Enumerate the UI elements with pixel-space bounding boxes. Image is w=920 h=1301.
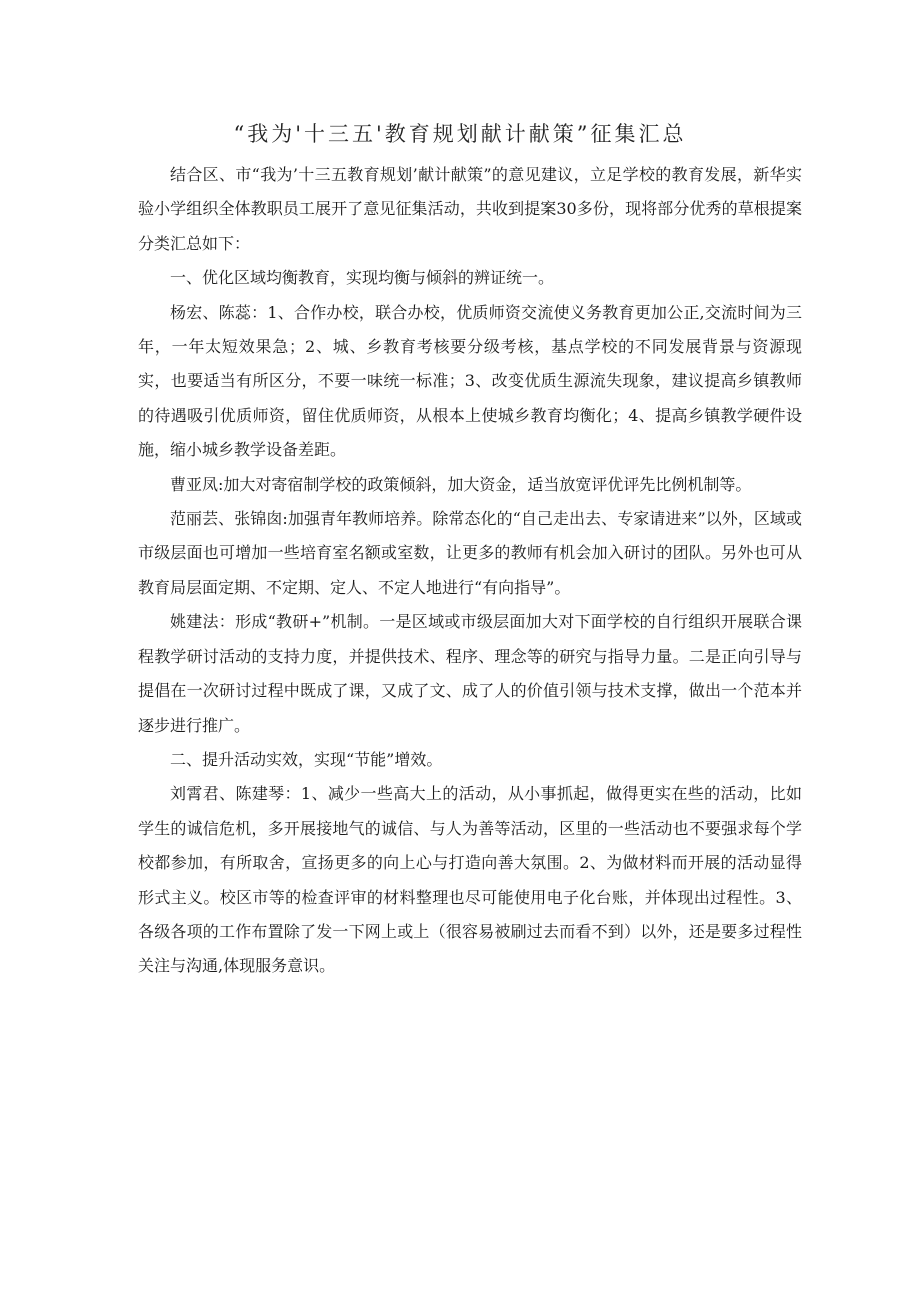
section-heading-1: 一、优化区域均衡教育，实现均衡与倾斜的辨证统一。	[170, 268, 555, 288]
body-paragraph: 杨宏、陈蕊：1、合作办校，联合办校，优质师资交流使义务教育更加公正,交流时间为三年，一年太短效果急；2、城、乡教育考核要分级考核，基点学校的不同发展背景与资源现实，也要适当有所区分，不要一味统一标准；3、改变优质生源流失现象，建议提高乡镇教师的待遇吸引优质师资，留住优质师资，从根本上使城乡教育均衡化；4、提高乡镇教学硬件设施，缩小城乡教学设备差距。	[138, 302, 802, 460]
body-paragraph: 范丽芸、张锦囱:加强青年教师培养。除常态化的“自己走出去、专家请进来”以外，区域或市级层面也可增加一些培育室名额或室数，让更多的教师有机会加入研讨的团队。另外也可从教育局层面定期、不定期、定人、不定人地进行“有向指导”。	[138, 509, 802, 597]
document-title: “我为'十三五'教育规划献计献策”征集汇总	[233, 122, 687, 146]
section-heading-2: 二、提升活动实效，实现“节能”增效。	[170, 749, 443, 769]
body-paragraph: 曹亚凤:加大对寄宿制学校的政策倾斜，加大资金，适当放宽评优评先比例机制等。	[170, 474, 752, 494]
body-paragraph: 姚建法：形成“教研+”机制。一是区域或市级层面加大对下面学校的自行组织开展联合课程教学研讨活动的支持力度，并提供技术、程序、理念等的研究与指导力量。二是正向引导与提倡在一次研讨过程中既成了课，又成了文、成了人的价值引领与技术支撑，做出一个范本并逐步进行推广。	[138, 612, 802, 735]
body-paragraph: 刘霄君、陈建琴：1、减少一些高大上的活动，从小事抓起，做得更实在些的活动，比如学生的诚信危机，多开展接地气的诚信、与人为善等活动，区里的一些活动也不要强求每个学校都参加，有所取舍，宣扬更多的向上心与打造向善大氛围。2、为做材料而开展的活动显得形式主义。校区市等的检查评审的材料整理也尽可能使用电子化台账，并体现出过程性。3、各级各项的工作布置除了发一下网上或上（很容易被刷过去而看不到）以外，还是要多过程性关注与沟通,体现服务意识。	[138, 784, 802, 976]
document-body	[138, 158, 802, 984]
intro-paragraph: 结合区、市“我为’十三五教育规划’献计献策”的意见建议，立足学校的教育发展，新华实验小学组织全体教职员工展开了意见征集活动，共收到提案30多份，现将部分优秀的草根提案分类汇总如下：	[138, 165, 802, 253]
